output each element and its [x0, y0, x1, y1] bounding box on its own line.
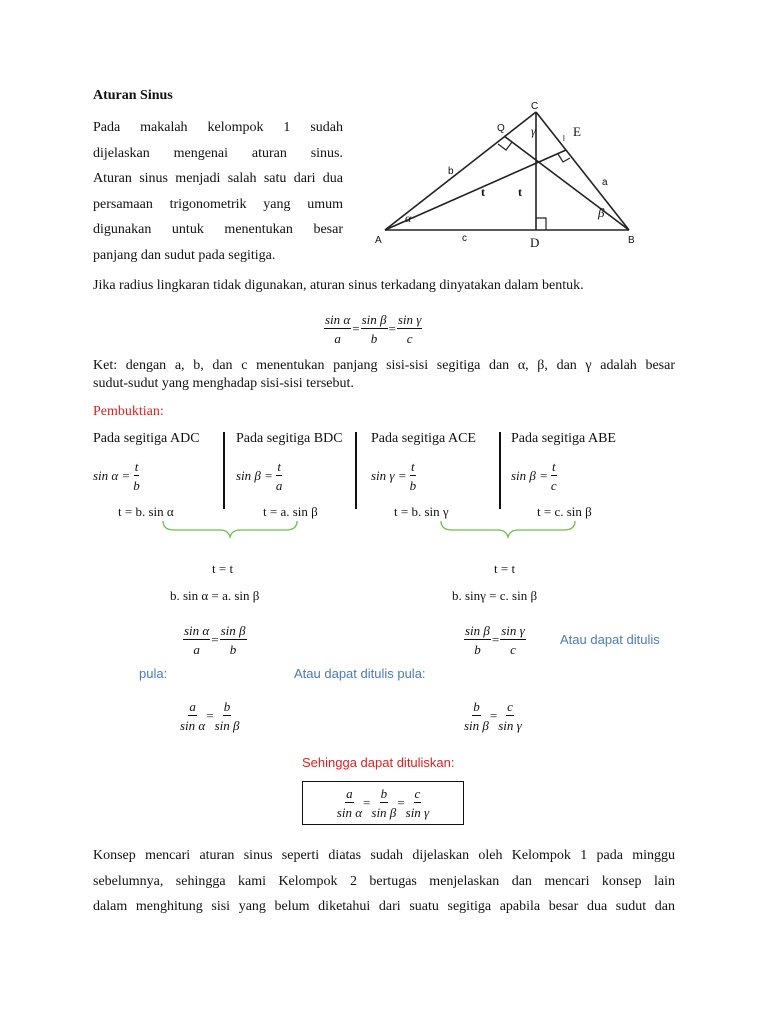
- proof-col-formula: sin β = $\frac{t}{c}$: [511, 459, 557, 493]
- fraction: $\frac{t}{b}$: [409, 459, 417, 493]
- fraction: $\frac{b}{\text{sin β}}$: [371, 786, 397, 820]
- gamma-label: γ: [531, 124, 536, 138]
- proof-col-title: Pada segitiga BDC: [236, 431, 343, 446]
- fraction: $\frac{c}{\text{sin γ}}$: [405, 786, 430, 820]
- atau-right: Atau dapat ditulis: [560, 632, 660, 647]
- proof-col-title: Pada segitiga ADC: [93, 431, 200, 446]
- label-t-left: t: [481, 185, 485, 199]
- label-side-c: c: [462, 233, 467, 244]
- fraction: $\frac{t}{c}$: [550, 459, 557, 493]
- right-fraction-2: $\frac{b}{\text{sin β}}$ = $\frac{c}{\text{sin γ}}$: [464, 699, 522, 733]
- proof-col-formula: sin α = $\frac{t}{b}$: [93, 459, 140, 493]
- triangle-figure: [370, 98, 650, 258]
- fraction: $\frac{c}{\text{sin γ}}$: [498, 699, 522, 733]
- proof-col-result: t = b. sin α: [118, 504, 174, 519]
- tick-mark: l: [563, 134, 565, 143]
- ket-line: Ket: dengan a, b, dan c menentukan panjang sisi-sisi segitiga dan α, β, dan γ adalah besar: [93, 358, 675, 373]
- intro-line: digunakan untuk menentukan besar: [93, 222, 343, 237]
- fraction: $\frac{a}{\text{sin α}}$: [180, 699, 206, 733]
- pula-left: pula:: [139, 666, 168, 681]
- atau-mid: Atau dapat ditulis pula:: [294, 666, 426, 681]
- fraction: $\frac{\text{sin α}}{a}$: [184, 623, 210, 657]
- intro-line: Aturan sinus menjadi salah satu dari dua: [93, 171, 343, 186]
- proof-col-result: t = c. sin β: [537, 504, 592, 519]
- konsep-paragraph: [93, 843, 675, 920]
- proof-col-result: t = a. sin β: [263, 504, 318, 519]
- ket-paragraph: [93, 357, 675, 393]
- radius-sentence: Jika radius lingkaran tidak digunakan, aturan sinus terkadang dinyatakan dalam bentuk.: [93, 278, 584, 293]
- fraction: $\frac{\text{sin β}}{b}$: [220, 623, 246, 657]
- label-e: E: [573, 124, 581, 139]
- ket-line: sudut-sudut yang menghadap sisi-sisi tersebut.: [93, 376, 354, 391]
- page-title: Aturan Sinus: [93, 88, 173, 103]
- konsep-line: Konsep mencari aturan sinus seperti diatas sudah dijelaskan oleh Kelompok 1 pada minggu: [93, 848, 675, 863]
- beta-label: β: [598, 205, 605, 220]
- konsep-line: dalam menghitung sisi yang belum diketahui dari suatu segitiga apabila besar dua sudut dan: [93, 899, 675, 914]
- label-d: D: [530, 235, 540, 250]
- proof-col-title: Pada segitiga ABE: [511, 431, 616, 446]
- fraction: $\frac{\text{sin β}}{b}$: [465, 623, 490, 657]
- fraction: $\frac{t}{b}$: [133, 459, 140, 493]
- proof-heading: Pembuktian:: [93, 404, 164, 419]
- column-divider: [499, 432, 501, 509]
- left-line2: b. sin α = a. sin β: [170, 588, 260, 603]
- proof-col-formula: sin β = $\frac{t}{a}$: [236, 459, 283, 493]
- column-divider: [223, 432, 225, 509]
- sehingga-heading: Sehingga dapat dituliskan:: [302, 755, 455, 770]
- proof-col-title: Pada segitiga ACE: [371, 431, 476, 446]
- fraction: $\frac{t}{a}$: [275, 459, 283, 493]
- label-b-vertex: B: [628, 235, 635, 246]
- proof-col-formula: sin γ = $\frac{t}{b}$: [371, 459, 417, 493]
- intro-line: panjang dan sudut pada segitiga.: [93, 247, 276, 263]
- fraction: $\frac{\text{sin β}}{b}$: [361, 312, 387, 346]
- proof-col-result: t = b. sin γ: [394, 504, 449, 519]
- left-fraction-2: $\frac{a}{\text{sin α}}$ = $\frac{b}{\text{sin β}}$: [180, 699, 240, 733]
- final-formula-box: [302, 781, 464, 825]
- final-formula: $\frac{a}{\text{sin α}}$ = $\frac{b}{\text{sin β}}$ = $\frac{c}{\text{sin γ}}$: [336, 786, 430, 820]
- fraction: $\frac{\text{sin γ}}{c}$: [501, 623, 525, 657]
- right-angle-d: [536, 218, 546, 230]
- green-bracket-left: [160, 519, 300, 539]
- column-divider: [355, 432, 357, 509]
- alpha-label: α: [405, 211, 412, 225]
- fraction: $\frac{b}{\text{sin β}}$: [464, 699, 489, 733]
- label-side-b: b: [448, 166, 454, 177]
- right-tt: t = t: [494, 561, 516, 576]
- right-angle-e: [558, 154, 570, 162]
- fraction: $\frac{a}{\text{sin α}}$: [336, 786, 363, 820]
- green-bracket-right: [438, 519, 578, 539]
- label-t-right: t: [518, 185, 522, 199]
- label-side-a: a: [602, 177, 608, 188]
- fraction: $\frac{\text{sin γ}}{c}$: [397, 312, 422, 346]
- right-fraction-1: $\frac{\text{sin β}}{b}$ = $\frac{\text{sin γ}}{c}$: [465, 623, 525, 657]
- left-tt: t = t: [212, 561, 234, 576]
- label-c-vertex: C: [531, 101, 539, 112]
- fraction: $\frac{\text{sin α}}{a}$: [325, 312, 351, 346]
- label-q: Q: [497, 123, 505, 134]
- right-line2: b. sinγ = c. sin β: [452, 588, 538, 603]
- left-fraction-1: $\frac{\text{sin α}}{a}$ = $\frac{\text{sin β}}{b}$: [184, 623, 246, 657]
- fraction: $\frac{b}{\text{sin β}}$: [214, 699, 240, 733]
- intro-line: dijelaskan mengenai aturan sinus.: [93, 145, 343, 161]
- main-formula: $\frac{\text{sin α}}{a}$ = $\frac{\text{sin β}}{b}$ = $\frac{\text{sin γ}}{c}$: [325, 312, 422, 346]
- intro-line: Pada makalah kelompok 1 sudah: [93, 120, 343, 135]
- konsep-line: sebelumnya, sehingga kami Kelompok 2 bertugas menjelaskan dan mencari konsep lain: [93, 873, 675, 889]
- label-a-vertex: A: [375, 235, 382, 246]
- intro-line: persamaan trigonometrik yang umum: [93, 196, 343, 212]
- right-angle-q: [498, 142, 512, 150]
- intro-paragraph: [93, 115, 343, 268]
